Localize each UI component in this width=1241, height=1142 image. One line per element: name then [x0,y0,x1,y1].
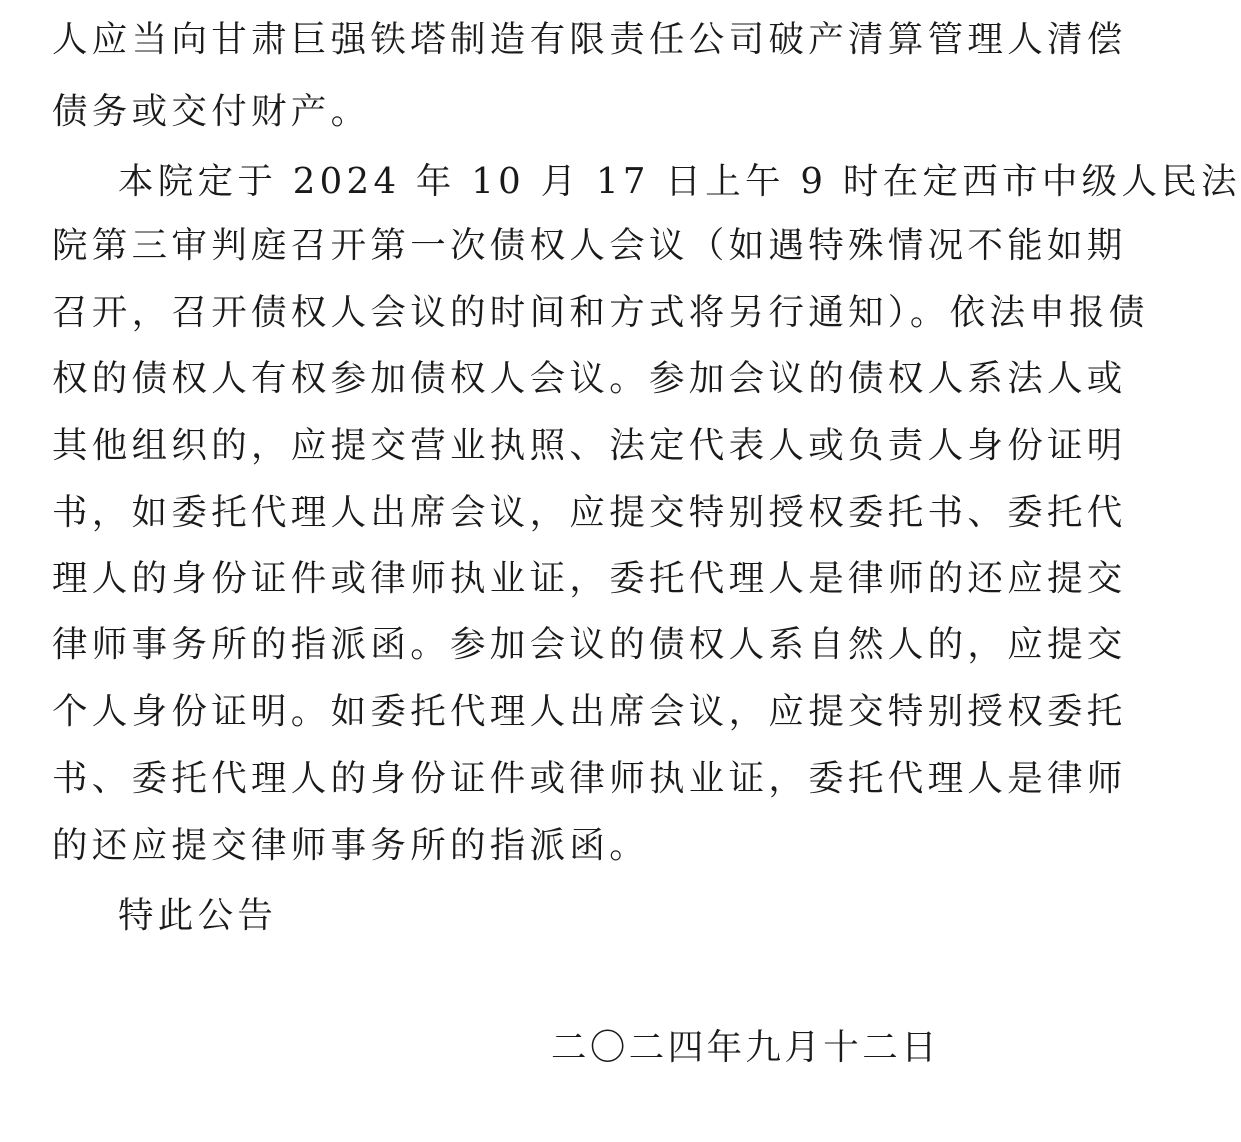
paragraph-line-1: 人应当向甘肃巨强铁塔制造有限责任公司破产清算管理人清偿 [52,19,1127,60]
paragraph-line-2: 债务或交付财产。 [52,91,371,132]
paragraph-line-3: 本院定于 2024 年 10 月 17 日上午 9 时在定西市中级人民法 [118,161,1241,202]
closing-text: 特此公告 [118,895,278,936]
paragraph-line-13: 的还应提交律师事务所的指派函。 [52,825,650,866]
paragraph-line-10: 律师事务所的指派函。参加会议的债权人系自然人的，应提交 [52,624,1127,665]
paragraph-line-7: 其他组织的，应提交营业执照、法定代表人或负责人身份证明 [52,425,1127,466]
paragraph-line-5: 召开，召开债权人会议的时间和方式将另行通知）。依法申报债 [52,292,1149,333]
paragraph-line-8: 书，如委托代理人出席会议，应提交特别授权委托书、委托代 [52,492,1127,533]
document-date: 二〇二四年九月十二日 [551,1027,941,1068]
paragraph-line-9: 理人的身份证件或律师执业证，委托代理人是律师的还应提交 [52,558,1127,599]
paragraph-line-6: 权的债权人有权参加债权人会议。参加会议的债权人系法人或 [52,358,1127,399]
paragraph-line-11: 个人身份证明。如委托代理人出席会议，应提交特别授权委托 [52,691,1127,732]
paragraph-line-12: 书、委托代理人的身份证件或律师执业证，委托代理人是律师 [52,758,1127,799]
paragraph-line-4: 院第三审判庭召开第一次债权人会议（如遇特殊情况不能如期 [52,225,1127,266]
